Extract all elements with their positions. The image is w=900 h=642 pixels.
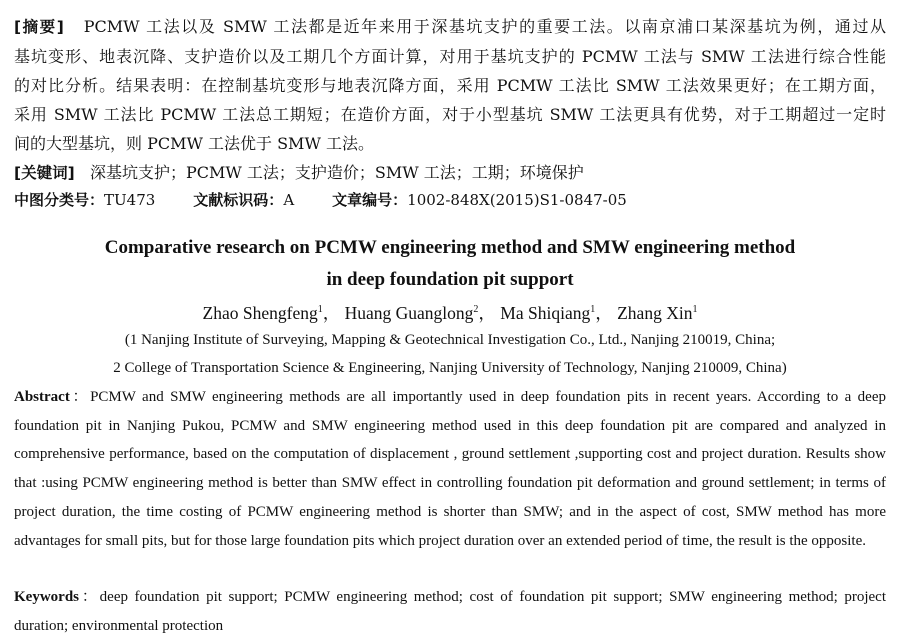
zh-abstract-line: 间的大型基坑，则 PCMW 工法优于 SMW 工法。 (14, 134, 374, 153)
chinese-abstract (14, 12, 886, 158)
zh-abstract-line: 的对比分析。结果表明：在控制基坑变形与地表沉降方面，采用 PCMW 工法比 SMW 工法效果更好；在工期方面， (14, 76, 886, 95)
chinese-keywords (14, 158, 886, 188)
article-no-value: 1002-848X(2015)S1-0847-05 (407, 191, 627, 209)
zh-abstract-line: [摘要] PCMW 工法以及 SMW 工法都是近年来用于深基坑支护的重要工法。以南京浦口某深基坑为例，通过从 (14, 17, 886, 36)
affiliations (0, 326, 900, 382)
affiliation-line-1: (1 Nanjing Institute of Surveying, Mapping & Geotechnical Investigation Co., Ltd., Nanjing 210019, China; (124, 332, 776, 348)
zh-keywords-text: 深基坑支护；PCMW 工法；支护造价；SMW 工法；工期；环境保护 (89, 163, 584, 182)
author: Zhang Xin$^1$ (617, 302, 698, 323)
abstract-label: Abstract (14, 389, 70, 405)
doc-code-value: A (283, 191, 295, 209)
article-no-label: 文章编号： (332, 191, 408, 209)
author: Ma Shiqiang$^1$， (500, 302, 613, 323)
keywords-label: Keywords (14, 589, 79, 605)
english-abstract (14, 383, 886, 555)
author: Huang Guanglong$^2$， (344, 302, 496, 323)
affiliation-line-2: 2 College of Transportation Science & Engineering, Nanjing University of Technology, Nanjing 210009, China) (113, 360, 787, 376)
authors (0, 297, 900, 326)
clc-label: 中图分类号： (14, 191, 105, 209)
title-line-2: in deep foundation pit support (326, 269, 574, 290)
english-title (0, 232, 900, 296)
keywords-text: ：deep foundation pit support; PCMW engineering method; cost of foundation pit support; SMW engineering method; project duration; environmental protection (14, 589, 886, 634)
classification-line (14, 188, 886, 212)
zh-abstract-label: [摘要] (14, 18, 64, 36)
zh-keywords-label: [关键词] (14, 164, 75, 182)
doc-code-label: 文献标识码： (193, 191, 284, 209)
author: Zhao Shengfeng$^1$， (202, 302, 341, 323)
zh-abstract-line: 采用 SMW 工法比 PCMW 工法总工期短；在造价方面，对于小型基坑 SMW 工法更具有优势，对于工期超过一定时 (14, 105, 886, 124)
zh-abstract-line: 基坑变形、地表沉降、支护造价以及工期几个方面计算，对用于基坑支护的 PCMW 工法与 SMW 工法进行综合性能 (14, 47, 886, 66)
english-keywords (14, 583, 886, 640)
clc-value: TU473 (104, 191, 156, 209)
abstract-text: ：PCMW and SMW engineering methods are all importantly used in deep foundation pits in recent years. According to a deep foundation pit in Nanjing Pukou, PCMW and SMW engineering method used in this deep foundation pit are compared and analyzed in comprehensive performance, based on the computation of displacement , ground settlement ,supporting cost and project duration. Results show that :using PCMW engineering method is better than SMW effect in controlling foundation pit deformation and ground settlement; in terms of project duration, the time costing of PCMW engineering method is shorter than SMW; and in the aspect of cost, SMW method has more advantages for small pits, but for those large foundation pits which project duration over an extended period of time, the result is the opposite. (14, 389, 886, 549)
title-line-1: Comparative research on PCMW engineering method and SMW engineering method (104, 237, 796, 258)
